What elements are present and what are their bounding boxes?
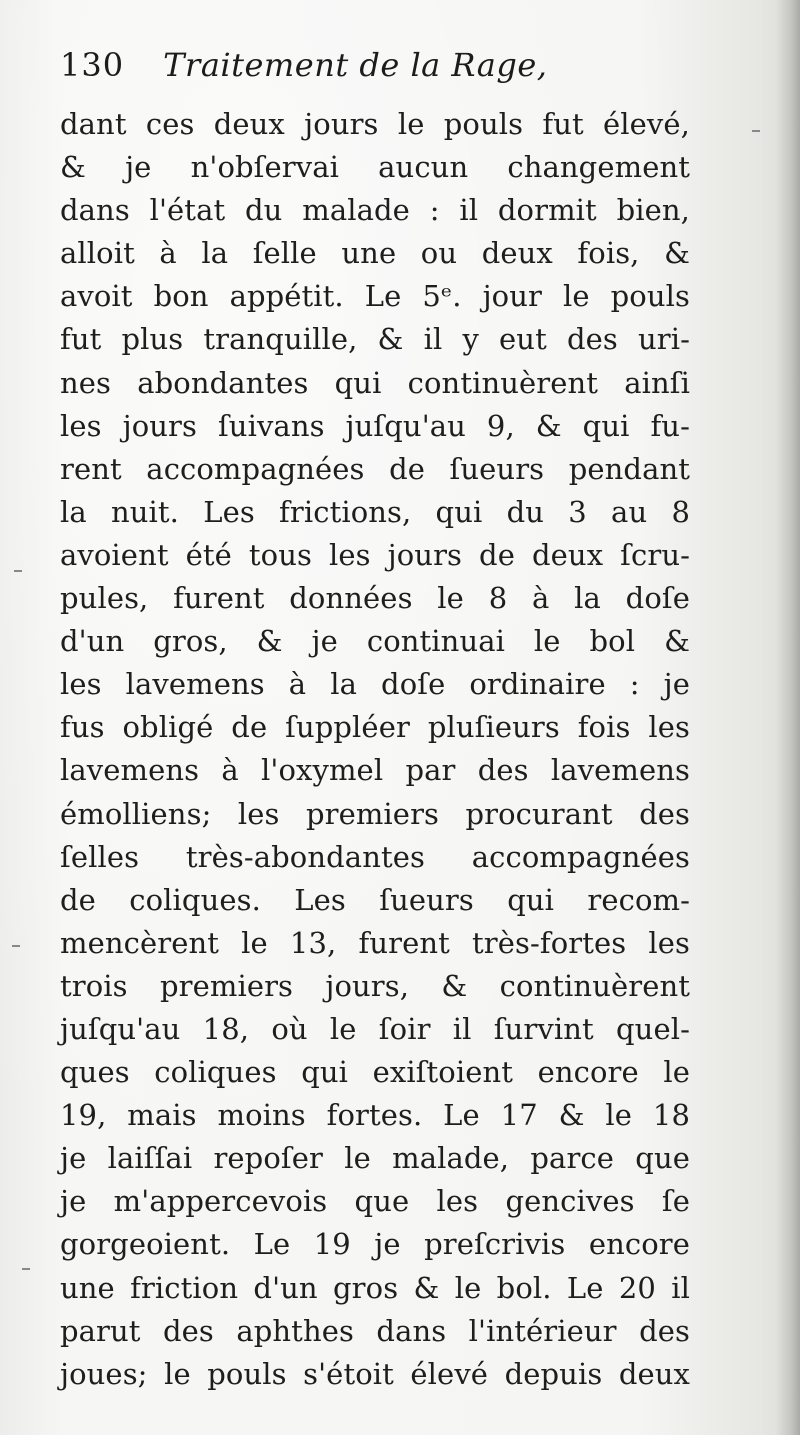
text-line: d'un gros, & je continuai le bol & xyxy=(60,624,690,659)
text-line: dant ces deux jours le pouls fut élevé, xyxy=(60,107,690,141)
text-line: ques coliques qui exiſtoient encore le xyxy=(60,1055,690,1090)
body-text xyxy=(60,103,690,1396)
margin-speck xyxy=(14,570,22,572)
text-line: dans l'état du malade : il dormit bien, xyxy=(60,193,690,228)
text-line: & je n'obſervai aucun changement xyxy=(60,150,690,185)
text-line: de coliques. Les ſueurs qui recom- xyxy=(60,882,690,917)
text-line: 19, mais moins fortes. Le 17 & le 18 xyxy=(60,1098,690,1133)
text-line: émolliens; les premiers procurant des xyxy=(60,796,690,831)
text-line: mencèrent le 13, furent très-fortes les xyxy=(60,925,690,960)
margin-speck xyxy=(752,130,760,132)
text-line: une friction d'un gros & le bol. Le 20 il xyxy=(60,1270,690,1305)
page-header xyxy=(60,46,547,96)
text-line: pules, furent données le 8 à la doſe xyxy=(60,581,690,616)
text-line: je m'appercevois que les gencives ſe xyxy=(60,1184,690,1219)
text-line: parut des aphthes dans l'intérieur des xyxy=(60,1313,690,1348)
text-line: fus obligé de ſuppléer pluſieurs fois les xyxy=(60,710,690,745)
text-line: rent accompagnées de ſueurs pendant xyxy=(60,451,690,486)
text-line: joues; le pouls s'étoit élevé depuis deux xyxy=(60,1356,690,1391)
text-line: les jours ſuivans juſqu'au 9, & qui fu- xyxy=(60,408,690,443)
text-line: lavemens à l'oxymel par des lavemens xyxy=(60,753,690,788)
text-line: alloit à la ſelle une ou deux fois, & xyxy=(60,236,690,271)
text-line: avoit bon appétit. Le 5ᵉ. jour le pouls xyxy=(60,279,690,314)
page-number: 130 xyxy=(60,46,125,84)
text-line: trois premiers jours, & continuèrent xyxy=(60,968,690,1003)
spine-shadow xyxy=(776,0,800,1435)
margin-speck xyxy=(12,945,20,947)
text-line: fut plus tranquille, & il y eut des uri- xyxy=(60,322,690,357)
text-line: avoient été tous les jours de deux ſcru- xyxy=(60,537,690,572)
running-title: Traitement de la Rage, xyxy=(163,46,548,84)
text-line: juſqu'au 18, où le ſoir il ſurvint quel- xyxy=(60,1011,690,1046)
text-line: ſelles très-abondantes accompagnées xyxy=(60,839,690,874)
text-line: nes abondantes qui continuèrent ainſi xyxy=(60,365,690,400)
text-line: gorgeoient. Le 19 je preſcrivis encore xyxy=(60,1227,690,1262)
text-line: les lavemens à la doſe ordinaire : je xyxy=(60,667,690,702)
margin-speck xyxy=(22,1268,30,1270)
text-line: la nuit. Les frictions, qui du 3 au 8 xyxy=(60,494,690,529)
text-line: je laiſſai repoſer le malade, parce que xyxy=(60,1141,690,1176)
